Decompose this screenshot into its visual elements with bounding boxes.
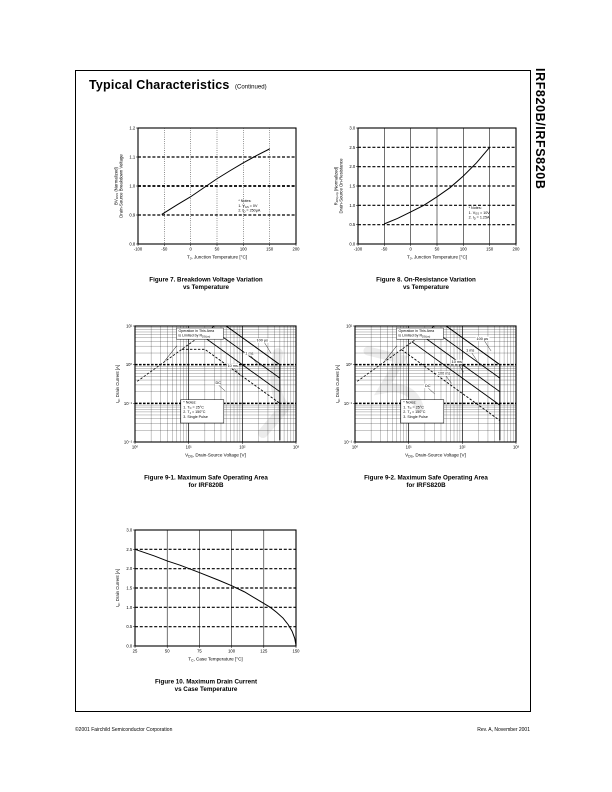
svg-text:TJ, Junction Temperature [°C]: $T_J$, Junction Temperature [°C] [406, 254, 468, 261]
svg-text:200: 200 [512, 246, 520, 252]
svg-text:0.0: 0.0 [349, 241, 356, 247]
svg-text:1. TC = 25°C: 1. $T_C = 25^\circ C$ [183, 405, 204, 411]
svg-text:100 ms: 100 ms [437, 371, 451, 376]
footer-copyright: ©2001 Fairchild Semiconductor Corporation [75, 727, 173, 733]
svg-text:10⁰: 10⁰ [131, 444, 139, 450]
figure-8-caption [321, 276, 531, 291]
svg-text:10⁻²: 10⁻² [343, 439, 353, 445]
svg-text:0.9: 0.9 [129, 212, 136, 218]
svg-text:100: 100 [459, 246, 467, 252]
svg-text:10¹: 10¹ [185, 444, 192, 450]
figure-8-caption-line2: vs Temperature [402, 283, 450, 291]
svg-text:10³: 10³ [512, 444, 520, 450]
svg-text:-100: -100 [353, 246, 363, 252]
svg-text:1.1: 1.1 [129, 154, 136, 160]
svg-text:10 ms: 10 ms [227, 364, 238, 369]
svg-text:DC: DC [215, 381, 221, 385]
svg-text:25: 25 [132, 648, 138, 654]
svg-text:10⁰: 10⁰ [351, 444, 359, 450]
svg-text:1.0: 1.0 [349, 202, 356, 208]
svg-text:-50: -50 [161, 246, 168, 252]
svg-text:150: 150 [266, 246, 274, 252]
svg-text:1. VGS = 10V: 1. $V_{GS} = 10V$ [468, 210, 490, 216]
svg-text:* Notes:: * Notes: [468, 206, 482, 211]
svg-text:1 ms: 1 ms [466, 348, 475, 353]
svg-text:1.0: 1.0 [126, 604, 133, 610]
section-header [89, 78, 292, 92]
figure-9-1-caption-line1: Figure 9-1. Maximum Safe Operating Area [144, 474, 268, 481]
figure-7-caption [101, 276, 311, 291]
part-number-sidebar: IRF820B/IRFS820B [533, 68, 547, 190]
svg-text:50: 50 [214, 246, 220, 252]
svg-text:0.0: 0.0 [126, 643, 133, 649]
svg-text:* Notes:: * Notes: [403, 400, 417, 405]
figure-9-2-caption-line2: for IRFS820B [406, 481, 446, 489]
svg-text:2. TJ = 150°C: 2. $T_J = 150^\circ C$ [183, 410, 206, 415]
svg-text:10 ms: 10 ms [451, 360, 462, 365]
svg-text:150: 150 [486, 246, 494, 252]
svg-text:1.2: 1.2 [129, 125, 136, 131]
svg-text:ID, Drain Current [A]: $I_D$, Drain Current [A] [335, 364, 341, 404]
svg-text:0.8: 0.8 [129, 241, 136, 247]
svg-text:100: 100 [239, 246, 247, 252]
svg-text:RDS(on) (Normalized): $R_{DS(on)}$ (Normalized) [333, 166, 340, 206]
svg-text:1.5: 1.5 [349, 183, 356, 189]
figure-9-2-caption-line1: Figure 9-2. Maximum Safe Operating Area [364, 474, 488, 481]
figure-10-caption [101, 678, 311, 693]
svg-text:2. ID = 250μA: 2. $I_D = 250\mu A$ [238, 208, 261, 214]
svg-text:1. VGS = 0V: 1. $V_{GS} = 0V$ [238, 203, 258, 209]
figure-7-plot [111, 121, 303, 271]
svg-text:2. ID = 1.25A: 2. $I_D = 1.25A$ [468, 215, 490, 221]
svg-text:75: 75 [197, 648, 202, 654]
figure-7-caption-line2: vs Temperature [182, 283, 230, 291]
svg-text:is Limited by RDS(on): is Limited by $R_{DS(on)}$ [178, 333, 211, 339]
figure-9-2-plot [331, 319, 523, 469]
svg-text:10¹: 10¹ [405, 444, 412, 450]
svg-text:10⁻²: 10⁻² [123, 439, 133, 445]
svg-text:VDS, Drain-Source Voltage [V]: $V_{DS}$, Drain-Source Voltage [V] [185, 452, 246, 459]
svg-text:ID, Drain Current [A]: $I_D$, Drain Current [A] [115, 568, 121, 608]
svg-text:-100: -100 [133, 246, 143, 252]
svg-text:2.5: 2.5 [126, 546, 133, 552]
svg-text:10⁻¹: 10⁻¹ [343, 400, 353, 406]
svg-text:10²: 10² [239, 444, 246, 450]
svg-text:0.5: 0.5 [349, 222, 356, 228]
svg-text:3.0: 3.0 [126, 527, 133, 533]
svg-text:150: 150 [292, 648, 300, 654]
svg-text:3. Single Pulse: 3. Single Pulse [183, 414, 208, 419]
svg-text:Operation in This Area: Operation in This Area [178, 328, 215, 333]
svg-text:TJ, Junction Temperature [°C]: $T_J$, Junction Temperature [°C] [186, 254, 248, 261]
svg-text:50: 50 [434, 246, 440, 252]
content-frame [75, 70, 531, 712]
svg-text:TC, Case Temperature [°C]: $T_C$, Case Temperature [°C] [188, 656, 243, 663]
svg-text:100 μs: 100 μs [476, 336, 489, 341]
figure-9-1-plot [111, 319, 303, 469]
svg-text:10⁰: 10⁰ [125, 362, 133, 368]
svg-text:50: 50 [164, 648, 170, 654]
svg-text:DC: DC [425, 383, 431, 388]
svg-text:2.0: 2.0 [349, 164, 356, 170]
svg-text:VDS, Drain-Source Voltage [V]: $V_{DS}$, Drain-Source Voltage [V] [405, 452, 466, 459]
svg-text:1. TC = 25°C: 1. $T_C = 25^\circ C$ [403, 405, 424, 411]
figure-9-1-caption [101, 474, 311, 489]
svg-text:125: 125 [260, 648, 268, 654]
figure-7-caption-line1: Figure 7. Breakdown Voltage Variation [149, 276, 263, 283]
svg-text:* Notes:: * Notes: [183, 400, 197, 405]
figure-9-2-caption [321, 474, 531, 489]
svg-text:10⁰: 10⁰ [345, 362, 353, 368]
svg-text:-50: -50 [381, 246, 388, 252]
section-title: Typical Characteristics [89, 78, 230, 92]
svg-text:0: 0 [409, 246, 412, 252]
svg-text:1 ms: 1 ms [245, 351, 254, 356]
svg-text:10³: 10³ [292, 444, 300, 450]
svg-text:200: 200 [292, 246, 300, 252]
svg-text:10²: 10² [459, 444, 466, 450]
svg-text:0.5: 0.5 [126, 624, 133, 630]
svg-text:10¹: 10¹ [126, 323, 133, 329]
figure-10-caption-line1: Figure 10. Maximum Drain Current [154, 678, 258, 685]
svg-text:Drain-Source Breakdown Voltage: Drain-Source Breakdown Voltage [118, 154, 124, 218]
svg-text:1.0: 1.0 [129, 183, 136, 189]
svg-text:1.5: 1.5 [126, 585, 133, 591]
svg-text:2. TJ = 150°C: 2. $T_J = 150^\circ C$ [403, 410, 426, 415]
figure-8-plot [331, 121, 523, 271]
svg-text:is Limited by RDS(on): is Limited by $R_{DS(on)}$ [398, 333, 431, 339]
svg-text:BVDSS (Normalized): $BV_{DSS}$ (Normalized) [113, 167, 120, 205]
figure-9-1-caption-line2: for IRF820B [188, 481, 224, 489]
svg-text:Operation in This Area: Operation in This Area [398, 328, 435, 333]
footer-revision: Rev. A, November 2001 [477, 727, 530, 733]
svg-text:100: 100 [228, 648, 236, 654]
svg-text:ID, Drain Current [A]: $I_D$, Drain Current [A] [115, 364, 121, 404]
section-continued-label: (Continued) [234, 83, 267, 90]
svg-text:0: 0 [189, 246, 192, 252]
figure-8-caption-line1: Figure 8. On-Resistance Variation [376, 276, 476, 283]
figure-10-plot [111, 523, 303, 673]
svg-text:10¹: 10¹ [346, 323, 353, 329]
svg-text:10⁻¹: 10⁻¹ [123, 400, 133, 406]
svg-text:2.0: 2.0 [126, 566, 133, 572]
svg-text:2.5: 2.5 [349, 144, 356, 150]
svg-text:Drain-Source On-Resistance: Drain-Source On-Resistance [338, 158, 344, 214]
svg-text:* Notes:: * Notes: [238, 199, 252, 204]
svg-text:3. Single Pulse: 3. Single Pulse [403, 414, 428, 419]
svg-text:3.0: 3.0 [349, 125, 356, 131]
figure-10-caption-line2: vs Case Temperature [174, 685, 238, 693]
svg-text:100 μs: 100 μs [256, 338, 269, 343]
